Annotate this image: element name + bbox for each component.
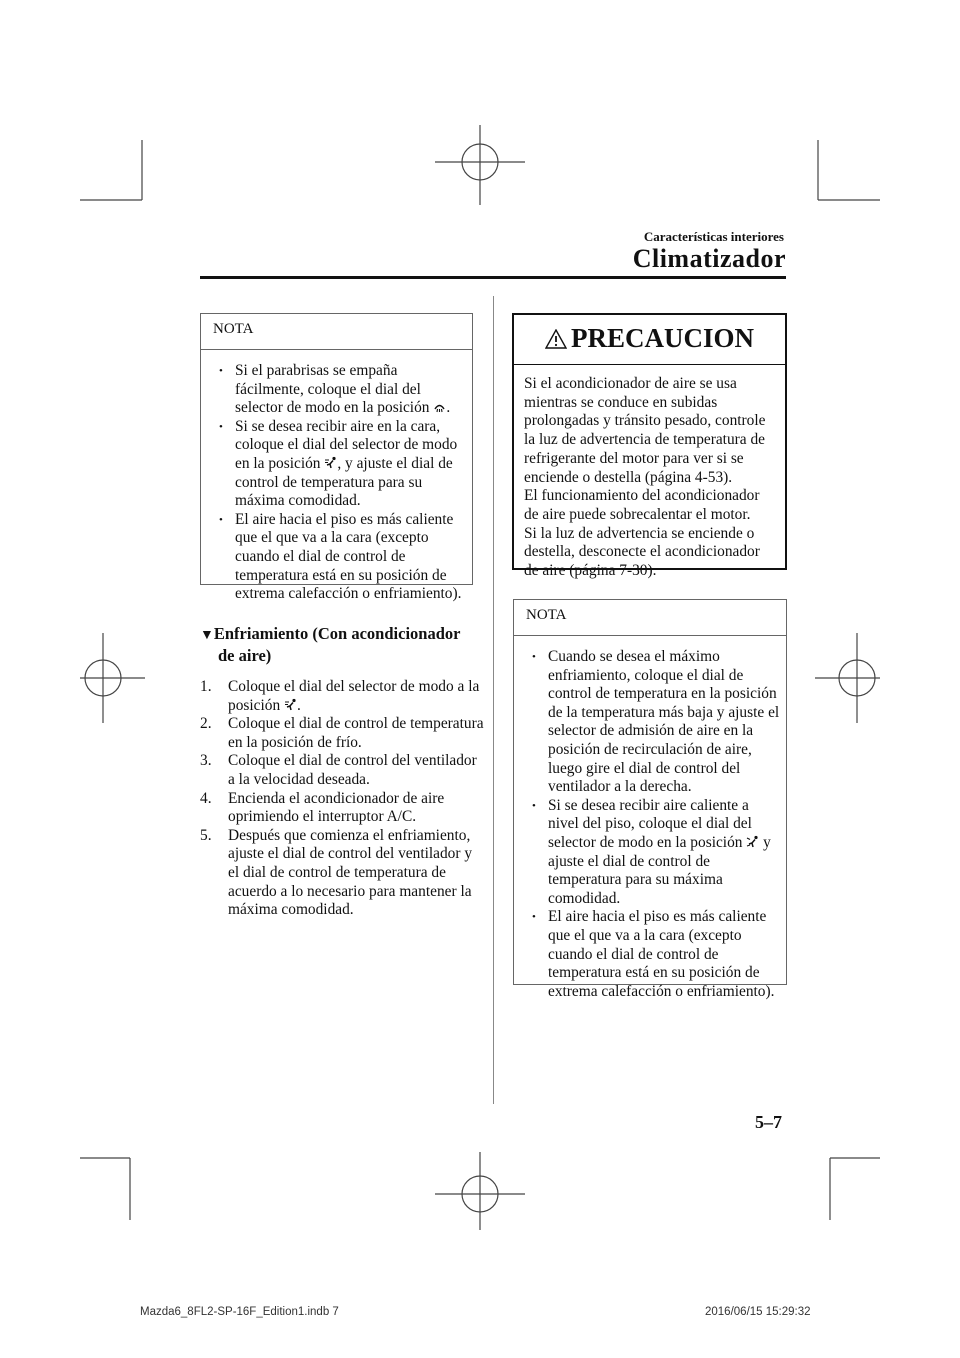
face-mode-icon: [284, 698, 297, 711]
page-number: 5–7: [755, 1112, 782, 1132]
list-item: • El aire hacia el piso es más caliente que el que va a la cara (excepto cuando el dial de control de temperatura está en su posición de extrema calefacción o enfriamiento).: [526, 908, 782, 1001]
note-bullet-list: [213, 362, 464, 604]
bullet-text: Si el parabrisas se empaña fácilmente, coloque el dial del selector de modo en la posición: [235, 362, 430, 417]
footer-file-info: Mazda6_8FL2-SP-16F_Edition1.indb 7: [140, 1306, 339, 1318]
list-item: 3. Coloque el dial de control del ventilador a la velocidad deseada.: [200, 752, 477, 788]
header-rule: [200, 276, 786, 279]
caution-paragraph: El funcionamiento del acondicionador de aire puede sobrecalentar el motor.: [524, 487, 760, 523]
page-title: Climatizador: [632, 244, 786, 273]
caution-paragraph: Si el acondicionador de aire se usa mientras se conduce en subidas prolongadas y tránsito pesado, controle la luz de advertencia de temperatura de refrigerante del motor para ver si se enciende o destella (página 4-53).: [524, 375, 766, 486]
section-subtitle: Características interiores: [643, 229, 784, 244]
column-divider: [493, 296, 494, 1104]
face-mode-icon: [324, 456, 337, 469]
footer-datetime: 2016/06/15 15:29:32: [705, 1306, 811, 1318]
defrost-mode-icon: [433, 400, 446, 413]
floor-mode-icon: [746, 835, 759, 848]
note-bullet-list: [526, 648, 782, 1001]
caution-body: [514, 365, 785, 581]
list-item: 5. Después que comienza el enfriamiento, ajuste el dial de control del ventilador y el dial de control de temperatura de acuerdo a lo necesario para mantener la máxima comodidad.: [200, 826, 473, 919]
list-item: • Si se desea recibir aire en la cara, coloque el dial del selector de modo en la posición , y ajuste el dial de control de temperatura para su máxima comodidad.: [213, 418, 464, 511]
steps-list: [200, 678, 485, 920]
list-item: • Si el parabrisas se empaña fácilmente, coloque el dial del selector de modo en la posición .: [213, 362, 464, 418]
triangle-down-icon: ▼: [200, 628, 214, 643]
right-note-box: [513, 599, 787, 1000]
list-item: • Cuando se desea el máximo enfriamiento, coloque el dial de control de temperatura en la posición de la temperatura más baja y ajuste el selector de admisión de aire en la posición de recirculación de aire, luego gire el dial de control del ventilador a la derecha.: [526, 648, 782, 797]
bullet-text: Si se desea recibir aire en la cara, coloque el dial del selector de modo en la posición: [235, 417, 458, 472]
note-heading: NOTA: [201, 314, 472, 350]
cooling-section: [200, 624, 485, 920]
caution-heading: PRECAUCION: [514, 315, 785, 365]
list-item: 4. Encienda el acondicionador de aire oprimiendo el interruptor A/C.: [200, 789, 445, 826]
list-item: 1. Coloque el dial del selector de modo a la posición .: [200, 678, 480, 714]
warning-triangle-icon: [545, 329, 567, 349]
list-item: 2. Coloque el dial de control de temperatura en la posición de frío.: [200, 715, 484, 751]
list-item: • Si se desea recibir aire caliente a nivel del piso, coloque el dial del selector de modo en la posición y ajuste el dial de control de temperatura para su máxima comodidad.: [526, 797, 782, 909]
left-note-box: [200, 313, 473, 603]
caution-box: [512, 313, 787, 580]
bullet-text: Si se desea recibir aire caliente a nivel del piso, coloque el dial del selector de modo en la posición: [548, 796, 752, 851]
list-item: • El aire hacia el piso es más caliente que el que va a la cara (excepto cuando el dial de control de temperatura está en su posición de extrema calefacción o enfriamiento).: [213, 511, 464, 604]
section-heading: ▼Enfriamiento (Con acondicionador de aire): [200, 624, 461, 665]
note-heading: NOTA: [514, 600, 786, 636]
caution-paragraph: Si la luz de advertencia se enciende o destella, desconecte el acondicionador de aire (página 7-30).: [524, 524, 760, 580]
